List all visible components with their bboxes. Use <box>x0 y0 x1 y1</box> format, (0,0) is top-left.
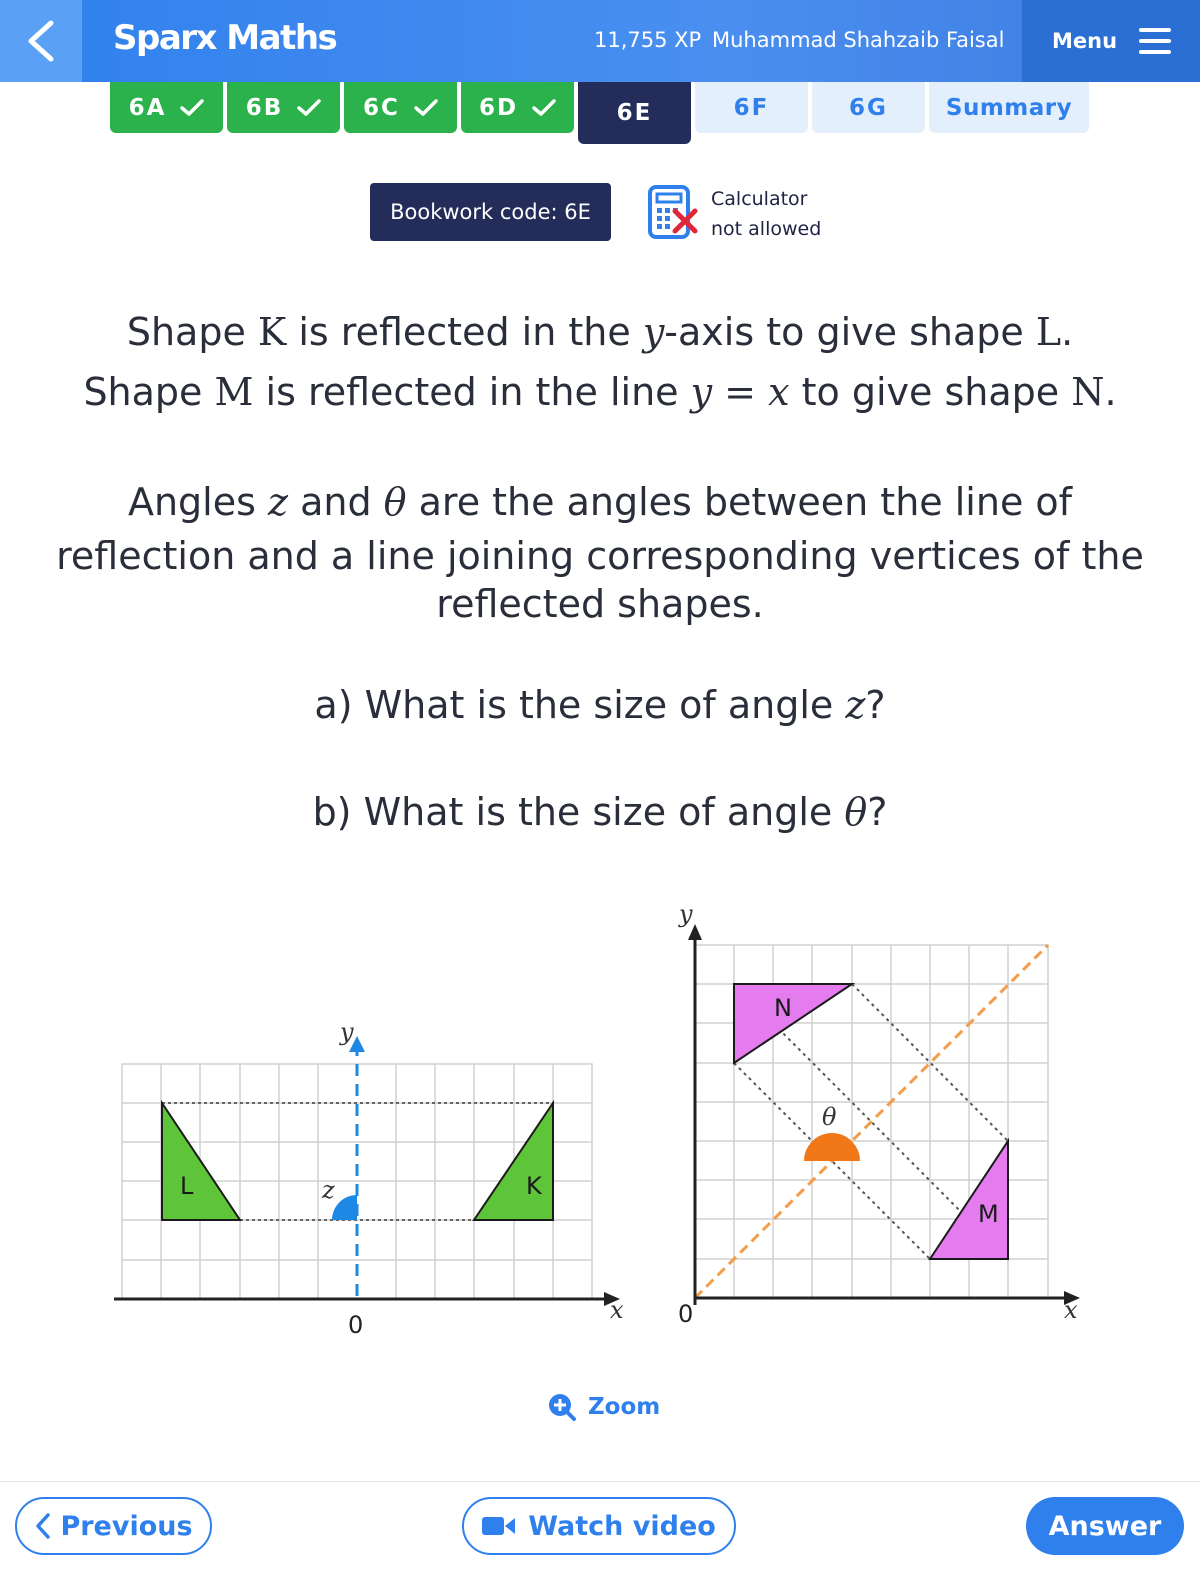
label-origin-left: 0 <box>348 1311 364 1339</box>
check-icon <box>414 99 438 117</box>
label-y-left: y <box>340 1018 354 1046</box>
calculator-status <box>711 184 821 244</box>
zoom-label: Zoom <box>588 1394 661 1420</box>
question-part-b: b) What is the size of angle θ? <box>312 790 888 834</box>
app-logo: Sparx Maths <box>113 18 337 58</box>
check-icon <box>532 99 556 117</box>
user-name: Muhammad Shahzaib Faisal <box>712 28 1005 52</box>
check-icon <box>297 99 321 117</box>
tab-6d[interactable] <box>461 82 574 133</box>
tab-label: Summary <box>945 94 1073 121</box>
tab-label: 6G <box>849 94 888 121</box>
reflection-diagram[interactable] <box>0 890 1200 1350</box>
angle-z-sector <box>332 1195 357 1220</box>
zoom-in-icon <box>548 1393 576 1421</box>
zoom-button[interactable] <box>548 1393 660 1421</box>
chevron-left-icon <box>25 19 57 63</box>
label-x-left: x <box>610 1296 624 1324</box>
watch-video-label: Watch video <box>528 1510 716 1542</box>
menu-button[interactable] <box>1022 0 1200 82</box>
xp-count: 11,755 XP <box>594 28 702 52</box>
tab-label: 6A <box>128 94 167 121</box>
tab-label: 6E <box>616 100 653 126</box>
menu-label: Menu <box>1052 29 1118 53</box>
bookwork-code: Bookwork code: 6E <box>370 183 611 241</box>
answer-label: Answer <box>1048 1510 1162 1542</box>
footer-divider <box>0 1481 1200 1482</box>
label-k: K <box>526 1172 542 1200</box>
label-theta: θ <box>822 1103 837 1131</box>
previous-label: Previous <box>60 1510 193 1542</box>
question-line-4: reflection and a line joining corresponding vertices of the <box>56 534 1144 578</box>
calculator-not-allowed-icon <box>648 185 704 241</box>
question-line-3: Angles z and θ are the angles between the line of <box>127 480 1073 524</box>
label-y-right: y <box>679 900 693 928</box>
watch-video-button[interactable] <box>462 1497 736 1555</box>
tab-6c[interactable] <box>344 82 457 133</box>
shape-l <box>162 1103 240 1220</box>
hamburger-icon <box>1139 27 1171 55</box>
video-camera-icon <box>482 1515 516 1537</box>
tab-label: 6C <box>363 94 400 121</box>
label-m: M <box>978 1200 999 1228</box>
previous-button[interactable] <box>15 1497 212 1555</box>
tab-6f[interactable] <box>695 82 808 133</box>
tab-label: 6D <box>478 94 519 121</box>
tab-6e[interactable] <box>578 82 691 144</box>
chevron-left-icon <box>34 1512 52 1540</box>
back-button[interactable] <box>0 0 82 82</box>
check-icon <box>180 99 204 117</box>
tab-6a[interactable] <box>110 82 223 133</box>
calculator-line2: not allowed <box>711 218 822 240</box>
label-x-right: x <box>1064 1296 1078 1324</box>
label-z: z <box>322 1176 335 1204</box>
question-line-2: Shape M is reflected in the line y = x to give shape N. <box>83 370 1117 414</box>
tab-summary[interactable] <box>929 82 1089 133</box>
label-origin-right: 0 <box>678 1300 694 1328</box>
tab-label: 6F <box>733 94 770 121</box>
top-bar <box>0 0 1200 82</box>
question-line-1: Shape K is reflected in the y-axis to give shape L. <box>126 310 1074 354</box>
answer-button[interactable] <box>1026 1497 1184 1555</box>
calculator-line1: Calculator <box>711 188 808 210</box>
tab-6g[interactable] <box>812 82 925 133</box>
tab-6b[interactable] <box>227 82 340 133</box>
question-line-5: reflected shapes. <box>436 582 764 626</box>
label-l: L <box>180 1172 194 1200</box>
label-n: N <box>774 994 792 1022</box>
tab-label: 6B <box>245 94 284 121</box>
question-part-a: a) What is the size of angle z? <box>314 683 886 727</box>
